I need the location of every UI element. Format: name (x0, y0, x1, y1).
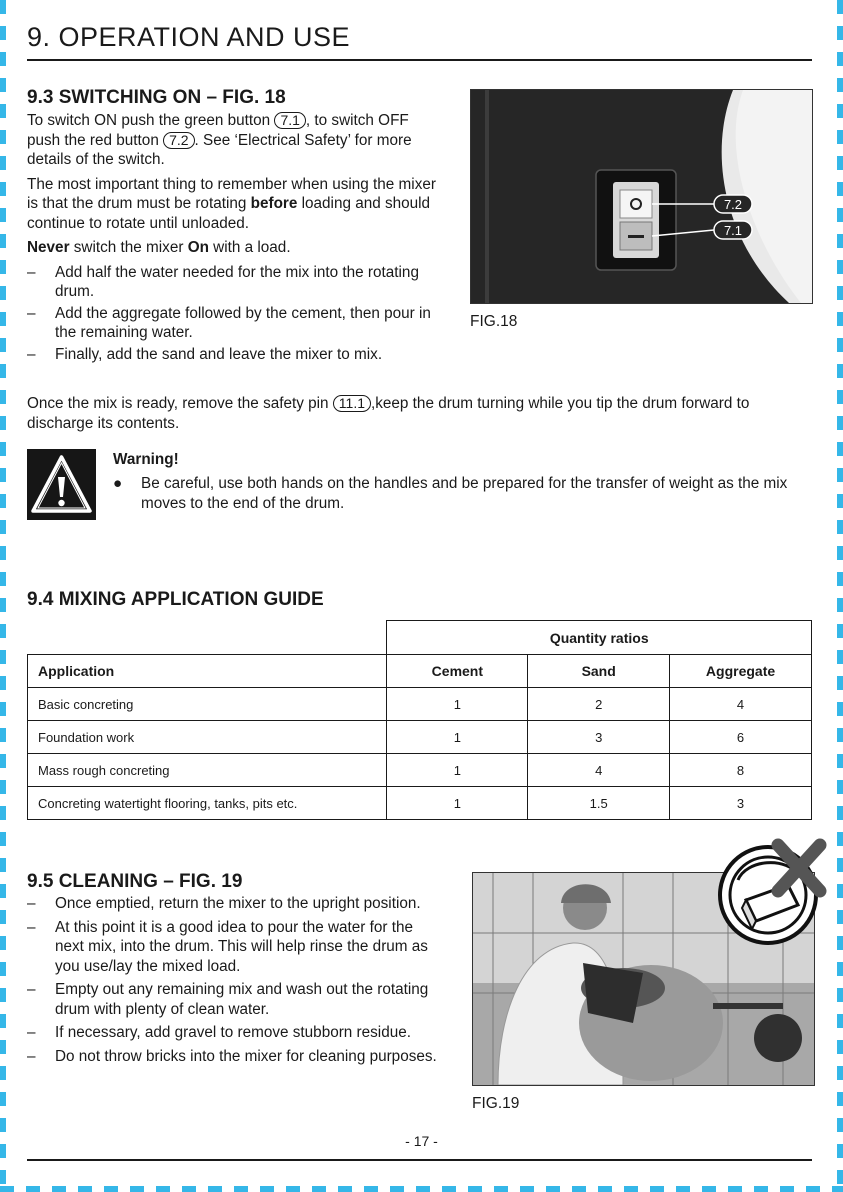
list-item: – Finally, add the sand and leave the mixer to mix. (27, 345, 383, 363)
page-title: 9. OPERATION AND USE (27, 22, 351, 52)
section-9-5-list (27, 894, 439, 1066)
fig-19-caption: FIG.19 (472, 1095, 520, 1112)
quantity-ratios-header: Quantity ratios (387, 621, 812, 655)
page-edge-bottom (0, 1186, 843, 1192)
header-sand: Sand (528, 655, 670, 688)
callout-7-1: 7.1 (274, 112, 305, 129)
discharge-paragraph: Once the mix is ready, remove the safety pin 11.1 ,keep the drum turning while you tip the drum forward to discharge its contents. (27, 395, 750, 432)
table-row: Mass rough concreting 1 4 8 (28, 754, 812, 787)
footer-rule (27, 1159, 812, 1161)
fig-18-switch-photo (470, 89, 813, 304)
list-item: – If necessary, add gravel to remove stubborn residue. (27, 1024, 411, 1041)
mixing-ratio-table (27, 620, 812, 820)
list-item: – At this point it is a good idea to pour the water for the next mix, into the drum. This will help rinse the drum as you use/lay the mixed load. (27, 918, 428, 975)
list-item: – Add the aggregate followed by the cement, then pour in the remaining water. (27, 304, 431, 341)
fig-label-7-1: 7.1 (723, 223, 743, 238)
list-item: – Add half the water needed for the mix into the rotating drum. (27, 263, 419, 300)
no-bricks-icon (716, 835, 832, 947)
switch-photo-illustration (471, 90, 812, 303)
section-9-4-title: 9.4 MIXING APPLICATION GUIDE (27, 589, 324, 610)
switch-paragraph: To switch ON push the green button 7.1 , to switch OFF push the red button 7.2 . See ‘Electrical Safety’ for more details of the switch. (27, 112, 412, 168)
table-row: Foundation work 1 3 6 (28, 721, 812, 754)
warning-text: ● Be careful, use both hands on the handles and be prepared for the transfer of weight as the mix moves to the end of the drum. (113, 475, 788, 512)
fig-label-7-2: 7.2 (723, 197, 743, 212)
callout-11-1: 11.1 (333, 395, 371, 412)
rotation-paragraph: The most important thing to remember when using the mixer is that the drum must be rotating before loading and should continue to rotate until unloaded. (27, 175, 436, 232)
section-9-5-title: 9.5 CLEANING – FIG. 19 (27, 871, 243, 892)
warning-icon (27, 449, 96, 520)
header-rule (27, 59, 812, 61)
section-9-3-title: 9.3 SWITCHING ON – FIG. 18 (27, 87, 286, 108)
table-row: Concreting watertight flooring, tanks, pits etc. 1 1.5 3 (28, 787, 812, 820)
never-paragraph: Never switch the mixer On with a load. (27, 239, 291, 256)
page-edge-left (0, 0, 6, 1192)
warning-title: Warning! (113, 451, 179, 468)
list-item: – Do not throw bricks into the mixer for cleaning purposes. (27, 1047, 437, 1065)
callout-7-2: 7.2 (163, 132, 194, 149)
table-row: Basic concreting 1 2 4 (28, 688, 812, 721)
page-edge-right (837, 0, 843, 1192)
section-9-3-text (27, 111, 439, 364)
list-item: – Empty out any remaining mix and wash out the rotating drum with plenty of clean water. (27, 981, 429, 1018)
header-aggregate: Aggregate (670, 655, 812, 688)
table-header-row (28, 655, 812, 688)
header-cement: Cement (387, 655, 528, 688)
fig-18-caption: FIG.18 (470, 313, 518, 330)
page-number: - 17 - (405, 1133, 438, 1149)
header-application: Application (28, 655, 387, 688)
list-item: – Once emptied, return the mixer to the upright position. (27, 895, 421, 912)
